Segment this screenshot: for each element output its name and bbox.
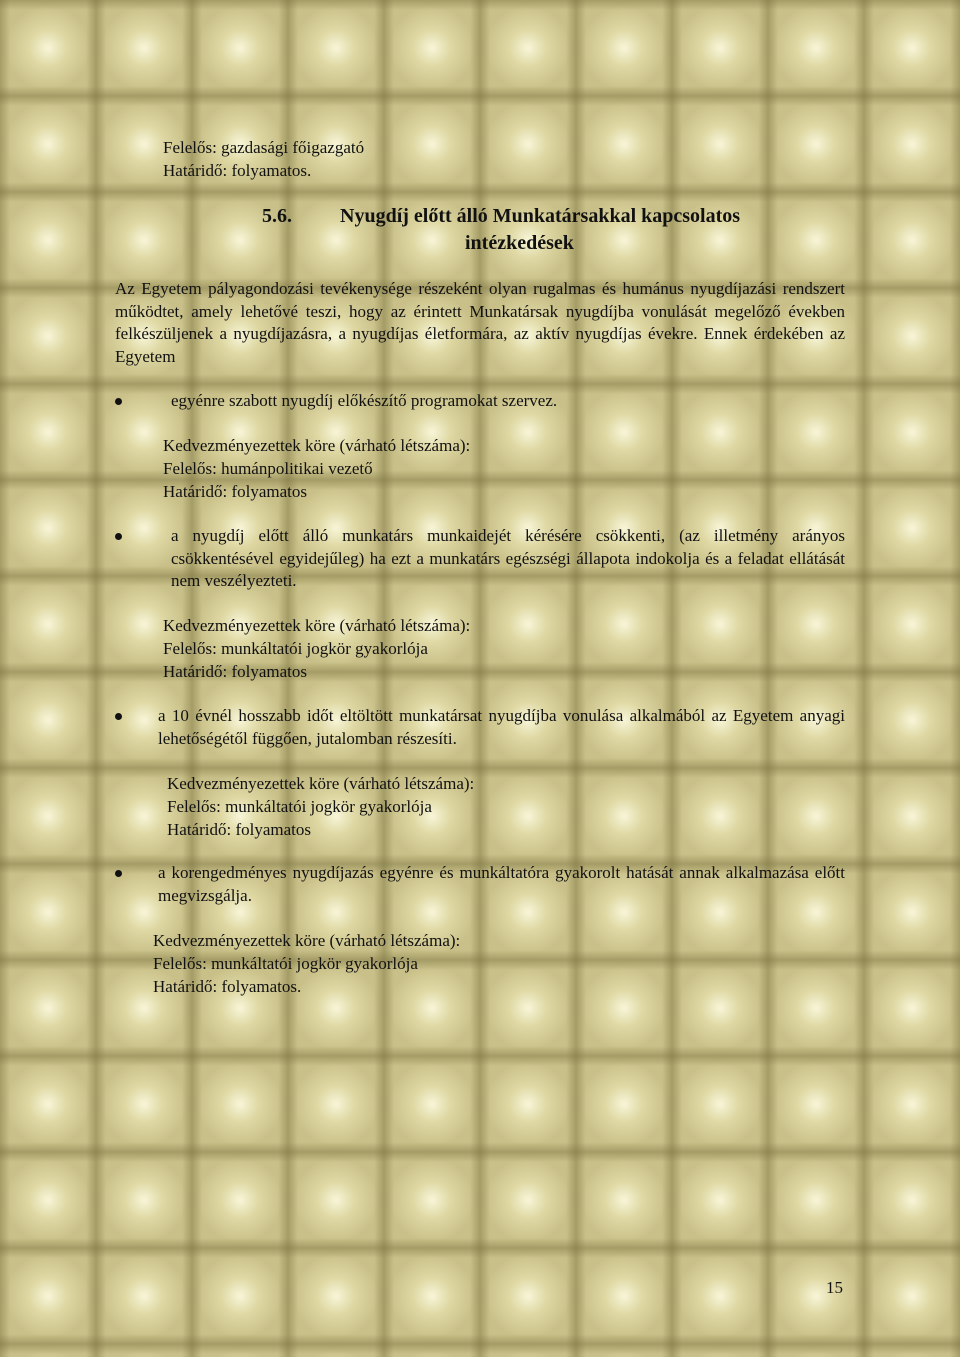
beneficiaries-4: Kedvezményezettek köre (várható létszáma): [153,931,461,950]
intro-paragraph: Az Egyetem pályagondozási tevékenysége részeként olyan rugalmas és humánus nyugdíjazási rendszert működtet, amely lehetővé teszi, hogy az érintett Munkatársak nyugdíjba vonulását megelőző években felkészüljenek a nyugdíjazásra, a nyugdíjas életformára, az aktív nyugdíjas évekre. Ennek érdekében az Egyetem [115,279,845,367]
bullet-item-1: egyénre szabott nyugdíj előkészítő programokat szervez. [171,391,558,410]
deadline-1: Határidő: folyamatos [163,482,307,501]
deadline-3: Határidő: folyamatos [167,820,311,839]
bullet-item-4: a korengedményes nyugdíjazás egyénre és munkáltatóra gyakorolt hatását annak alkalmazása előtt megvizsgálja. [158,863,845,905]
section-title-line2: intézkedések [465,232,574,254]
top-responsible: Felelős: gazdasági főigazgató [163,138,365,157]
section-number: 5.6. [262,205,292,227]
responsible-3: Felelős: munkáltatói jogkör gyakorlója [167,797,432,816]
deadline-2: Határidő: folyamatos [163,662,307,681]
top-deadline: Határidő: folyamatos. [163,161,312,180]
bullet-dot [115,713,122,720]
section-title-line1: Nyugdíj előtt álló Munkatársakkal kapcsolatos [340,205,741,227]
bullet-item-3: a 10 évnél hosszabb időt eltöltött munkatársat nyugdíjba vonulása alkalmából az Egyetem anyagi lehetőségétől függően, jutalomban részesíti. [158,706,845,748]
beneficiaries-1: Kedvezményezettek köre (várható létszáma): [163,436,471,455]
responsible-2: Felelős: munkáltatói jogkör gyakorlója [163,639,428,658]
responsible-1: Felelős: humánpolitikai vezető [163,459,373,478]
page-number: 15 [826,1278,843,1297]
bullet-dot [115,870,122,877]
bullet-item-2: a nyugdíj előtt álló munkatárs munkaidejét kérésére csökkenti, (az illetmény arányos csökkentésével egyidejűleg) ha ezt a munkatárs egészségi állapota indokolja és a feladat ellátását nem veszélyezteti. [171,526,845,591]
responsible-4: Felelős: munkáltatói jogkör gyakorlója [153,954,418,973]
bullet-dot [115,533,122,540]
deadline-4: Határidő: folyamatos. [153,977,302,996]
bullet-dot [115,398,122,405]
beneficiaries-3: Kedvezményezettek köre (várható létszáma): [167,774,475,793]
beneficiaries-2: Kedvezményezettek köre (várható létszáma): [163,616,471,635]
